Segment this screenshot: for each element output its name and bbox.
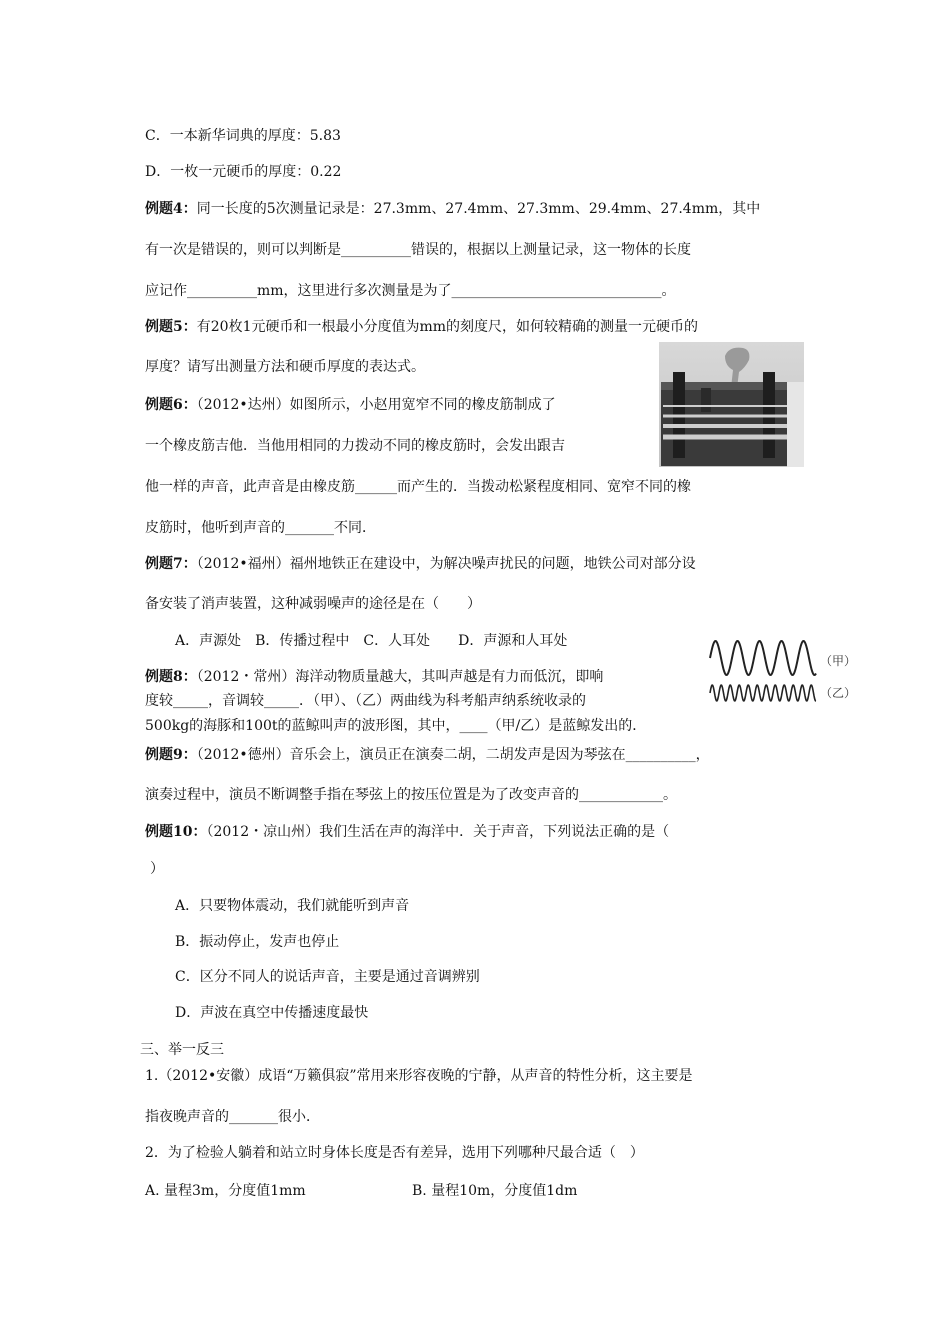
example-label: 例题8：: [145, 669, 197, 685]
question-text: 指夜晚声音的_______很小．: [145, 1109, 320, 1125]
section-heading: [140, 1040, 224, 1060]
option-text: D．声波在真空中传播速度最快: [175, 1005, 369, 1021]
example-6-line-1: [145, 395, 556, 415]
option-text: B．振动停止，发声也停止: [175, 934, 340, 950]
option-d-line: [145, 162, 341, 182]
question-text: 有20枚1元硬币和一根最小分度值为mm的刻度尺，如何较精确的测量一元硬币的: [196, 319, 699, 335]
example-4-line-2: [145, 240, 691, 260]
example-label: 例题4：: [145, 201, 197, 217]
example-7-line-1: [145, 554, 696, 574]
example-9-line-1: [145, 745, 710, 765]
question-text: ）: [150, 861, 164, 877]
waveform-figure: [708, 633, 858, 709]
question-text: 有一次是错误的，则可以判断是__________错误的，根据以上测量记录，这一物体的长度: [145, 242, 691, 258]
example-9-line-2: [145, 785, 677, 805]
example-label: 例题6：: [145, 397, 197, 413]
example-7-options: [175, 631, 567, 651]
practice-2-line-1: [145, 1143, 644, 1163]
waveform-jia: [710, 641, 816, 675]
option-c-line: [145, 126, 341, 146]
option-text: A．只要物体震动，我们就能听到声音: [175, 898, 410, 914]
example-8-line-2: [145, 691, 586, 711]
question-text: 1.（2012•安徽）成语“万籁俱寂”常用来形容夜晚的宁静，从声音的特性分析，这主要是: [145, 1068, 693, 1084]
practice-1-line-2: [145, 1107, 320, 1127]
waveform-yi: [710, 685, 816, 701]
option-text: C．区分不同人的说话声音，主要是通过音调辨别: [175, 969, 480, 985]
question-text: 厚度？请写出测量方法和硬币厚度的表达式。: [145, 359, 425, 375]
question-text: 500kg的海豚和100t的蓝鲸叫声的波形图，其中，____（甲/乙）是蓝鲸发出的．: [145, 718, 647, 734]
example-6-line-4: [145, 518, 376, 538]
question-text: 演奏过程中，演员不断调整手指在琴弦上的按压位置是为了改变声音的____________。: [145, 787, 677, 803]
option-text: A. 量程3m，分度值1mm: [145, 1183, 306, 1199]
waveform-label-jia: （甲）: [820, 654, 857, 668]
example-4-line-1: [145, 199, 760, 219]
question-text: 应记作__________mm，这里进行多次测量是为了______________________________。: [145, 283, 676, 299]
question-text: 备安装了消声装置，这种减弱噪声的途径是在（ ）: [145, 596, 481, 612]
practice-2-option-b: [412, 1181, 577, 1201]
question-text: 度较_____，音调较_____．（甲）、（乙）两曲线为科考船声纳系统收录的: [145, 693, 586, 709]
question-text: 同一长度的5次测量记录是：27.3mm、27.4mm、27.3mm、29.4mm、27.4mm，其中: [196, 201, 761, 217]
option-text: C．一本新华词典的厚度：5.83: [145, 128, 341, 144]
example-label: 例题10：: [145, 824, 207, 840]
example-6-line-2: [145, 436, 565, 456]
example-10-line-2: [150, 859, 164, 879]
example-label: 例题9：: [145, 747, 197, 763]
example-10-option-d: [175, 1003, 368, 1023]
example-10-line-1: [145, 822, 669, 842]
question-text: 2．为了检验人躺着和站立时身体长度是否有差异，选用下列哪种尺最合适（ ）: [145, 1145, 644, 1161]
practice-1-line-1: [145, 1066, 693, 1086]
question-text: （2012•福州）福州地铁正在建设中，为解决噪声扰民的问题，地铁公司对部分设: [196, 556, 696, 572]
rubber-band-guitar-image: [659, 342, 804, 467]
example-8-line-1: [145, 667, 603, 687]
question-text: 他一样的声音，此声音是由橡皮筋______而产生的．当拨动松紧程度相同、宽窄不同的橡: [145, 479, 691, 495]
option-text: D．一枚一元硬币的厚度：0.22: [145, 164, 342, 180]
example-6-line-3: [145, 477, 691, 497]
practice-2-option-a: [145, 1181, 306, 1201]
option-text: B. 量程10m，分度值1dm: [412, 1183, 578, 1199]
example-8-line-3: [145, 716, 646, 736]
example-label: 例题5：: [145, 319, 197, 335]
example-10-option-c: [175, 967, 480, 987]
option-text: A．声源处 B．传播过程中 C．人耳处 D．声源和人耳处: [175, 633, 568, 649]
example-10-option-a: [175, 896, 409, 916]
example-4-line-3: [145, 281, 676, 301]
example-5-line-1: [145, 317, 698, 337]
question-text: （2012・常州）海洋动物质量越大，其叫声越是有力而低沉，即响: [196, 669, 604, 685]
question-text: （2012•德州）音乐会上，演员正在演奏二胡，二胡发声是因为琴弦在__________，: [196, 747, 710, 763]
question-text: （2012•达州）如图所示，小赵用宽窄不同的橡皮筋制成了: [196, 397, 556, 413]
example-label: 例题7：: [145, 556, 197, 572]
example-10-option-b: [175, 932, 339, 952]
section-title: 三、举一反三: [140, 1042, 224, 1058]
example-7-line-2: [145, 594, 481, 614]
waveform-label-yi: （乙）: [820, 686, 857, 700]
example-5-line-2: [145, 357, 425, 377]
question-text: （2012・凉山州）我们生活在声的海洋中．关于声音，下列说法正确的是（: [206, 824, 670, 840]
question-text: 皮筋时，他听到声音的_______不同．: [145, 520, 376, 536]
question-text: 一个橡皮筋吉他．当他用相同的力拨动不同的橡皮筋时，会发出跟吉: [145, 438, 565, 454]
